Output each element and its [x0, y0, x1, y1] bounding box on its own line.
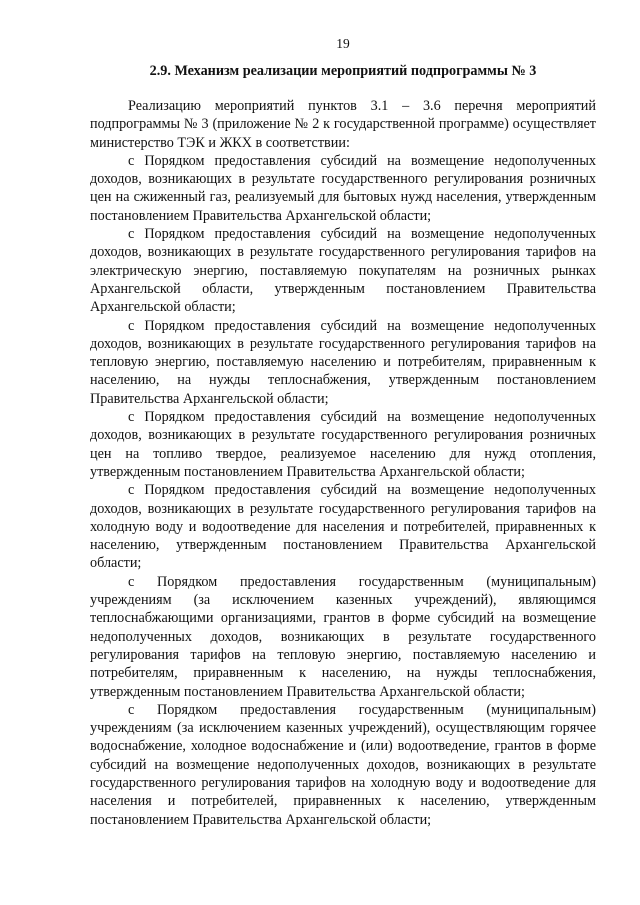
list-item-paragraph: с Порядком предоставления субсидий на возмещение недополученных доходов, возникающих в результате государственного регулирования розничных цен на топливо твердое, реализуемое населению для нужд отопления, утвержденным постановлением Правительства Архангельской области;: [90, 409, 596, 480]
section-heading: 2.9. Механизм реализации мероприятий подпрограммы № 3: [149, 63, 537, 79]
list-item-paragraph: с Порядком предоставления государственным (муниципальным) учреждениям (за исключением казенных учреждений), являющимся теплоснабжающими организациями, грантов в форме субсидий на возмещение недополученных доходов, возникающих в результате государственного регулирования тарифов на тепловую энергию, поставляемую населению и потребителям, приравненным к населению, на нужды теплоснабжения, утвержденным постановлением Правительства Архангельской области;: [90, 573, 596, 700]
list-item-paragraph: с Порядком предоставления субсидий на возмещение недополученных доходов, возникающих в результате государственного регулирования тарифов на электрическую энергию, поставляемую покупателям на розничных рынках Архангельской области, утвержденным постановлением Правительства Архангельской области;: [90, 226, 596, 316]
page-number: 19: [336, 36, 350, 51]
list-item-paragraph: с Порядком предоставления субсидий на возмещение недополученных доходов, возникающих в результате государственного регулирования тарифов на тепловую энергию, поставляемую населению и потребителям, приравненным к населению, на нужды теплоснабжения, утвержденным постановлением Правительства Архангельской области;: [90, 317, 596, 407]
list-item-paragraph: с Порядком предоставления субсидий на возмещение недополученных доходов, возникающих в результате государственного регулирования тарифов на холодную воду и водоотведение для населения и потребителей, приравненных к населению, утвержденным постановлением Правительства Архангельской области;: [90, 482, 596, 572]
intro-paragraph: Реализацию мероприятий пунктов 3.1 – 3.6 перечня мероприятий подпрограммы № 3 (приложение № 2 к государственной программе) осуществляет министерство ТЭК и ЖКХ в соответствии:: [90, 98, 596, 151]
list-item-paragraph: с Порядком предоставления государственным (муниципальным) учреждениям (за исключением казенных учреждений), осуществляющим горячее водоснабжение, холодное водоснабжение и (или) водоотведение, грантов в форме субсидий на возмещение недополученных доходов, возникающих в результате государственного регулирования тарифов на холодную воду и водоотведение для населения и потребителей, приравненных к населению, утвержденным постановлением Правительства Архангельской области;: [90, 701, 596, 828]
body-text: [90, 97, 596, 829]
list-item-paragraph: с Порядком предоставления субсидий на возмещение недополученных доходов, возникающих в результате государственного регулирования розничных цен на сжиженный газ, реализуемый для бытовых нужд населения, утвержденным постановлением Правительства Архангельской области;: [90, 152, 596, 224]
